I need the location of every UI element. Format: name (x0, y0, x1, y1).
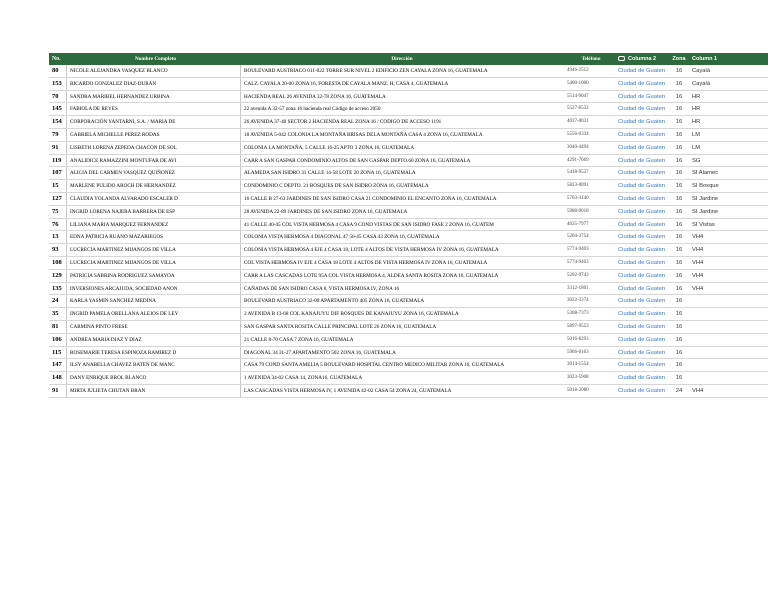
cell-name[interactable]: ALICIA DEL CARMEN VASQUEZ QUIÑONEZ (67, 167, 241, 179)
cell-direccion[interactable]: DIAGONAL 34 31-27 APARTAMENTO 502 ZONA 16, GUATEMALA (244, 349, 396, 356)
cell-name[interactable]: ANDREA MARIA DIAZ Y DIAZ (67, 334, 241, 346)
cell-columna2[interactable]: Ciudad de Guaten (618, 387, 666, 394)
cell-name[interactable]: LILIANA MARIA MARQUEZ FERNANDEZ (67, 219, 241, 231)
cell-zona[interactable]: 16 (675, 311, 683, 318)
table-row (49, 385, 768, 398)
cell-no[interactable]: 127 (49, 193, 67, 205)
cell-columna1[interactable]: VH4 (692, 247, 704, 254)
cell-telefono[interactable]: 5774-9403 (567, 259, 589, 265)
cell-columna1[interactable]: HR (692, 106, 701, 113)
cell-direccion[interactable]: 16 CALLE B 27-63 JARDINES DE SAN ISIDRO CASA 21 CONDOMINIO EL ENCANTO ZONA 16, GUATEMALA (244, 195, 497, 202)
cell-zona[interactable]: 16 (675, 157, 683, 164)
header-no[interactable]: No. (52, 56, 61, 62)
cell-name[interactable]: ANALIDICE RAMAZZINI MONTUFAR DE AVI (67, 155, 241, 167)
cell-name[interactable]: NICOLE ALEJANDRA VASQUEZ BLANCO (67, 65, 241, 77)
table-row (49, 359, 768, 372)
cell-telefono[interactable]: 5527-0532 (567, 106, 589, 112)
cell-columna2[interactable]: Ciudad de Guaten (618, 106, 666, 113)
table-row (49, 372, 768, 385)
cell-zona[interactable]: 16 (675, 272, 683, 279)
cell-direccion[interactable]: 28 AVENIDA 22-89 JARDINES DE SAN ISIDRO ZONA 16, GUATEMALA (244, 208, 408, 215)
cell-no[interactable]: 119 (49, 155, 67, 167)
cell-columna1[interactable]: LM (692, 131, 701, 138)
cell-no[interactable]: 153 (49, 78, 67, 90)
cell-zona[interactable]: 16 (675, 144, 683, 151)
cell-name[interactable]: CLAUDIA YOLANDA ALVARADO ESCALER D (67, 193, 241, 205)
cell-telefono[interactable]: 3022-3374 (567, 298, 589, 304)
cell-no[interactable]: 108 (49, 257, 67, 269)
header-columna2[interactable] (615, 53, 670, 65)
cell-columna1[interactable]: HR (692, 93, 701, 100)
cell-zona[interactable]: 16 (675, 170, 683, 177)
cell-telefono[interactable]: 5308-7373 (567, 311, 589, 317)
table-row (49, 65, 768, 78)
cell-columna1[interactable] (692, 334, 768, 346)
cell-columna2[interactable]: Ciudad de Guaten (618, 285, 666, 292)
cell-name[interactable]: RICARDO GONZALEZ DIAZ-DURAN (67, 78, 241, 90)
cell-telefono[interactable]: 5202-9743 (567, 272, 589, 278)
cell-columna1[interactable]: VH4 (692, 272, 704, 279)
cell-name[interactable]: PATRICIA SABRINA RODRIGUEZ SAMAYOA (67, 270, 241, 282)
cell-zona[interactable]: 16 (675, 221, 683, 228)
cell-direccion[interactable]: COLONIA LA MONTAÑA, 5 CALLE 16-25 APTO 3 ZONA 16, GUATEMALA (244, 144, 415, 151)
table-row (49, 308, 768, 321)
cell-no[interactable]: 93 (49, 244, 67, 256)
cell-direccion[interactable]: 41 CALLE 40-45 COL VISTA HERMOSA 4 CASA 9 COND VISTAS DE SAN ISIDRO FASE 2 ZONA 16, GUATEM (244, 221, 494, 228)
cell-telefono[interactable]: 5016-8293 (567, 336, 589, 342)
cell-zona[interactable]: 16 (675, 80, 683, 87)
table-row (49, 244, 768, 257)
cell-columna2[interactable]: Ciudad de Guaten (618, 349, 666, 356)
cell-zona[interactable]: 16 (675, 323, 683, 330)
cell-columna2[interactable]: Ciudad de Guaten (618, 208, 666, 215)
table-row (49, 206, 768, 219)
cell-columna1[interactable] (692, 295, 768, 307)
cell-columna2[interactable]: Ciudad de Guaten (618, 311, 666, 318)
cell-direccion[interactable]: HACIENDA REAL 26 AVENIDA 32-78 ZONA 16, GUATEMALA (244, 93, 386, 100)
cell-telefono[interactable]: 3014-1554 (567, 362, 589, 368)
cell-no[interactable]: 13 (49, 231, 67, 243)
cell-zona[interactable]: 16 (675, 285, 683, 292)
filter-icon[interactable] (618, 56, 625, 61)
cell-name[interactable]: LISBETH LORENA ZEPEDA CHACON DE SOL (67, 142, 241, 154)
cell-columna2[interactable]: Ciudad de Guaten (618, 323, 666, 330)
cell-zona[interactable]: 16 (675, 119, 683, 126)
cell-telefono[interactable]: 5988-0018 (567, 208, 589, 214)
header-row (49, 53, 768, 65)
cell-columna1[interactable]: Cayalá (692, 68, 711, 74)
cell-no[interactable]: 107 (49, 167, 67, 179)
cell-no[interactable]: 135 (49, 283, 67, 295)
cell-telefono[interactable]: 3023-5908 (567, 375, 589, 381)
cell-columna2[interactable]: Ciudad de Guaten (618, 157, 666, 164)
table-row (49, 295, 768, 308)
cell-direccion[interactable]: 22 avenida A 32-57 zona 16 hacienda real Código de acceso 2050 (244, 106, 381, 113)
cell-name[interactable]: INGRID PAMELA ORELLANA ALEJOS DE LEY (67, 308, 241, 320)
cell-columna1[interactable] (692, 347, 768, 359)
cell-columna2[interactable]: Ciudad de Guaten (618, 247, 666, 254)
cell-columna1[interactable] (692, 321, 768, 333)
cell-zona[interactable]: 16 (675, 375, 683, 382)
cell-zona[interactable]: 24 (675, 387, 683, 394)
cell-no[interactable]: 24 (49, 295, 67, 307)
cell-direccion[interactable]: ALAMEDA SAN ISIDRO 31 CALLE 14-58 LOTE 20 ZONA 16, GUATEMALA (244, 170, 416, 177)
cell-zona[interactable]: 16 (675, 195, 683, 202)
cell-zona[interactable]: 16 (675, 336, 683, 343)
cell-columna1[interactable]: SI Alamec (692, 170, 719, 177)
table-row (49, 78, 768, 91)
cell-no[interactable]: 148 (49, 372, 67, 384)
cell-columna2[interactable]: Ciudad de Guaten (618, 183, 666, 190)
cell-name[interactable]: LUCRECIA MARTINEZ MIJANGOS DE VILLA (67, 257, 241, 269)
cell-columna2[interactable]: Ciudad de Guaten (618, 119, 666, 126)
cell-columna2[interactable]: Ciudad de Guaten (618, 298, 666, 305)
cell-columna2[interactable]: Ciudad de Guaten (618, 195, 666, 202)
cell-no[interactable]: 76 (49, 219, 67, 231)
cell-direccion[interactable]: LAS CASCADAS VISTA HERMOSA IV, 1 AVENIDA 42-02 CASA 54 ZONA 24, GUATEMALA (244, 387, 452, 394)
cell-columna2[interactable]: Ciudad de Guaten (618, 221, 666, 228)
cell-columna2[interactable]: Ciudad de Guaten (618, 68, 666, 74)
cell-telefono[interactable]: 4291-7669 (567, 157, 589, 163)
cell-telefono[interactable]: 5897-9553 (567, 323, 589, 329)
cell-direccion[interactable]: 1 AVENIDA 34-02 CASA 14, ZONA16, GUATEMALA (244, 375, 363, 382)
table-row (49, 167, 768, 180)
cell-name[interactable]: FABIOLA DE REYES (67, 103, 241, 115)
cell-zona[interactable]: 16 (675, 234, 683, 241)
cell-columna2[interactable]: Ciudad de Guaten (618, 259, 666, 266)
cell-zona[interactable]: 16 (675, 208, 683, 215)
cell-name[interactable]: MIRTA JULIETA CHUTAN BRAN (67, 385, 241, 397)
cell-columna2[interactable]: Ciudad de Guaten (618, 336, 666, 343)
cell-no[interactable]: 15 (49, 180, 67, 192)
table-row (49, 155, 768, 168)
cell-columna1[interactable]: SI Jardine (692, 195, 719, 202)
cell-direccion[interactable]: COLONIA VISTA HERMOSA 4 EJE 4 CASA 18, LOTE 4 ALTOS DE VISTA HERMOSA IV ZONA 16, GUATEMALA (244, 247, 499, 254)
cell-columna2[interactable]: Ciudad de Guaten (618, 144, 666, 151)
cell-telefono[interactable]: 4946-2512 (567, 68, 589, 73)
table-row (49, 180, 768, 193)
cell-columna1[interactable]: HR (692, 119, 701, 126)
cell-columna1[interactable]: Cayalá (692, 80, 711, 87)
cell-name[interactable]: CARMINA PINTO FRESE (67, 321, 241, 333)
cell-telefono[interactable]: 4037-0031 (567, 119, 589, 125)
cell-name[interactable]: GABRIELA MICHELLE PEREZ RODAS (67, 129, 241, 141)
cell-columna2[interactable]: Ciudad de Guaten (618, 170, 666, 177)
table-row (49, 257, 768, 270)
cell-name[interactable]: SANDRA MARIBEL HERNANDEZ URBINA (67, 91, 241, 103)
cell-telefono[interactable]: 5703-3140 (567, 195, 589, 201)
cell-direccion[interactable]: 18 AVENIDA 5-042 COLONIA LA MONTAÑA BRISAS DELA MONTAÑA CASA 4 ZONA 16, GUATEMALA (244, 131, 483, 138)
cell-columna2[interactable]: Ciudad de Guaten (618, 272, 666, 279)
cell-columna1[interactable]: SG (692, 157, 701, 164)
cell-columna1[interactable]: SI Bosque (692, 183, 719, 190)
cell-direccion[interactable]: 21 CALLE 8-70 CASA 7 ZONA 16, GUATEMALA (244, 336, 354, 343)
cell-telefono[interactable]: 5514-9047 (567, 93, 589, 99)
cell-columna1[interactable]: LM (692, 144, 701, 151)
cell-columna1[interactable]: VH4 (692, 234, 704, 241)
cell-zona[interactable]: 16 (675, 183, 683, 190)
cell-telefono[interactable]: 5774-9403 (567, 247, 589, 253)
cell-zona[interactable]: 16 (675, 68, 683, 74)
cell-name[interactable]: CORPORACIÓN YANTARNI, S.A. / MARIA DE (67, 116, 241, 128)
cell-direccion[interactable]: CARR A LAS CASCADAS LOTE 95A COL VISTA HERMOSA 4, ALDEA SANTA ROSITA ZONA 16, GUATEMALA (244, 272, 499, 279)
cell-direccion[interactable]: CASA 79 COND SANTA AMELIA 5 BOULEVARD HOSPITAL CENTRO MEDICO MILITAR ZONA 16, GUATEMALA (244, 362, 505, 369)
cell-direccion[interactable]: BOULEVARD AUSTRIACO 32-08 APARTAMENTO 405 ZONA 16, GUATEMALA (244, 298, 425, 305)
cell-columna1[interactable] (692, 359, 768, 371)
header-telefono[interactable]: Teléfono (581, 56, 601, 62)
table-row (49, 103, 768, 116)
table-row (49, 91, 768, 104)
cell-telefono[interactable]: 3312-1801 (567, 285, 589, 291)
cell-telefono[interactable]: 5556-0334 (567, 131, 589, 137)
cell-direccion[interactable]: CONDOMINIO C DEPTO. 21 BOSQUES DE SAN ISIDRO ZONA 16, GUATEMALA (244, 183, 429, 190)
cell-columna1[interactable]: SI Jardine (692, 208, 719, 215)
cell-no[interactable]: 91 (49, 142, 67, 154)
cell-telefono[interactable]: 5966-6163 (567, 349, 589, 355)
cell-columna2[interactable]: Ciudad de Guaten (618, 234, 666, 241)
cell-zona[interactable]: 16 (675, 106, 683, 113)
cell-columna2[interactable]: Ciudad de Guaten (618, 375, 666, 382)
cell-telefono[interactable]: 3040-4494 (567, 144, 589, 150)
cell-name[interactable]: INGRID LORENA NAJERA BARRERA DE ESP (67, 206, 241, 218)
cell-name[interactable]: EDNA PATRICIA RUANO MAZARIEGOS (67, 231, 241, 243)
cell-no[interactable]: 106 (49, 334, 67, 346)
cell-name[interactable]: INVERSIONES ARCAJUDA, SOCIEDAD ANON (67, 283, 241, 295)
cell-zona[interactable]: 16 (675, 131, 683, 138)
cell-zona[interactable]: 16 (675, 259, 683, 266)
cell-columna2[interactable]: Ciudad de Guaten (618, 80, 666, 87)
cell-direccion[interactable]: CAÑADAS DE SAN ISIDRO CASA 8, VISTA HERMOSA IV, ZONA 16 (244, 285, 400, 292)
cell-direccion[interactable]: CALZ. CAYALA 20-00 ZONA 16, FORESTA DE CAYALA MANZ. H, CASA 4, GUATEMALA (244, 80, 449, 87)
cell-no[interactable]: 154 (49, 116, 67, 128)
cell-no[interactable]: 145 (49, 103, 67, 115)
header-zona[interactable]: Zona (672, 56, 686, 62)
cell-zona[interactable]: 16 (675, 247, 683, 254)
table-row (49, 321, 768, 334)
cell-no[interactable]: 81 (49, 321, 67, 333)
cell-zona[interactable]: 16 (675, 362, 683, 369)
cell-columna1[interactable]: VH4 (692, 285, 704, 292)
cell-name[interactable]: MARLENE PULIDO AROCH DE HERNANDEZ (67, 180, 241, 192)
table-row (49, 231, 768, 244)
cell-zona[interactable]: 16 (675, 93, 683, 100)
table-row (49, 129, 768, 142)
cell-direccion[interactable]: BOULEVARD AUSTRIACO 011-022 TORRE SUR NIVEL 2 EDIFICIO ZEN CAYALA ZONA 16, GUATEMALA (244, 68, 488, 74)
table-row (49, 116, 768, 129)
cell-no[interactable]: 91 (49, 385, 67, 397)
cell-columna1[interactable]: VH4 (692, 387, 704, 394)
cell-no[interactable]: 79 (49, 129, 67, 141)
cell-telefono[interactable]: 4635-7977 (567, 221, 589, 227)
cell-columna2[interactable]: Ciudad de Guaten (618, 362, 666, 369)
cell-telefono[interactable]: 5823-0091 (567, 183, 589, 189)
cell-columna2[interactable]: Ciudad de Guaten (618, 131, 666, 138)
cell-direccion[interactable]: SAN GASPAR SANTA ROSITA CALLE PRINCIPAL LOTE 26 ZONA 16, GUATEMALA (244, 323, 437, 330)
cell-direccion[interactable]: 26 AVENIDA 37-40 SECTOR 2 HACIENDA REAL ZONA 16 / CODIGO DE ACCESO 1191 (244, 119, 442, 126)
spreadsheet-table (49, 53, 768, 398)
cell-columna1[interactable]: SI Vistas (692, 221, 715, 228)
cell-name[interactable]: DANY ENRIQUE BROL BLANCO (67, 372, 241, 384)
table-row (49, 142, 768, 155)
cell-telefono[interactable]: 5418-9527 (567, 170, 589, 176)
cell-no[interactable]: 80 (49, 65, 67, 77)
cell-direccion[interactable]: CARR A SAN GASPAR CONDOMINIO ALTOS DE SAN GASPAR DEPTO.60 ZONA 16, GUATEMALA (244, 157, 471, 164)
cell-name[interactable]: ROSEMARIE TERESA ESPINOZA RAMIREZ D (67, 347, 241, 359)
header-columna2-label: Columna 2 (628, 56, 657, 62)
cell-direccion[interactable]: COL VISTA HERMOSA IV EJE 4 CASA 18 LOTE 4 ALTOS DE VISTA HERMOSA IV ZONA 16, GUATEMALA (244, 259, 488, 266)
cell-name[interactable]: ILSY ANABELLA CHAVEZ BATEN DE MANC (67, 359, 241, 371)
cell-no[interactable]: 70 (49, 91, 67, 103)
cell-columna1[interactable]: VH4 (692, 259, 704, 266)
table-row (49, 283, 768, 296)
table-row (49, 270, 768, 283)
cell-name[interactable]: LUCRECIA MARTINEZ MIJANGOS DE VILLA (67, 244, 241, 256)
cell-direccion[interactable]: 2 AVENIDA B 13-68 COL KANAJUYU DIF BOSQUES DE KANAJUYU ZONA 16, GUATEMALA (244, 311, 459, 318)
table-row (49, 334, 768, 347)
cell-name[interactable]: KARLA YASMIN SANCHEZ MEDINA (67, 295, 241, 307)
cell-columna1[interactable] (692, 308, 768, 320)
header-name[interactable]: Nombre Completo (135, 56, 176, 62)
cell-direccion[interactable]: COLONIA VISTA HERMOSA 4 DIAGONAL 47 56-45 CASA 43 ZONA 16, GUATEMALA (244, 234, 440, 241)
cell-telefono[interactable]: 5018-2080 (567, 387, 589, 393)
table-row (49, 193, 768, 206)
header-direccion[interactable]: Dirección (391, 56, 413, 62)
cell-telefono[interactable]: 5204-3754 (567, 234, 589, 240)
cell-columna1[interactable] (692, 372, 768, 384)
cell-columna2[interactable]: Ciudad de Guaten (618, 93, 666, 100)
header-columna1[interactable]: Column 1 (692, 56, 718, 62)
cell-no[interactable]: 147 (49, 359, 67, 371)
cell-zona[interactable]: 16 (675, 298, 683, 305)
cell-no[interactable]: 75 (49, 206, 67, 218)
table-row (49, 219, 768, 232)
cell-no[interactable]: 115 (49, 347, 67, 359)
cell-no[interactable]: 129 (49, 270, 67, 282)
cell-no[interactable]: 35 (49, 308, 67, 320)
cell-zona[interactable]: 16 (675, 349, 683, 356)
table-row (49, 347, 768, 360)
cell-telefono[interactable]: 5400-1000 (567, 80, 589, 86)
